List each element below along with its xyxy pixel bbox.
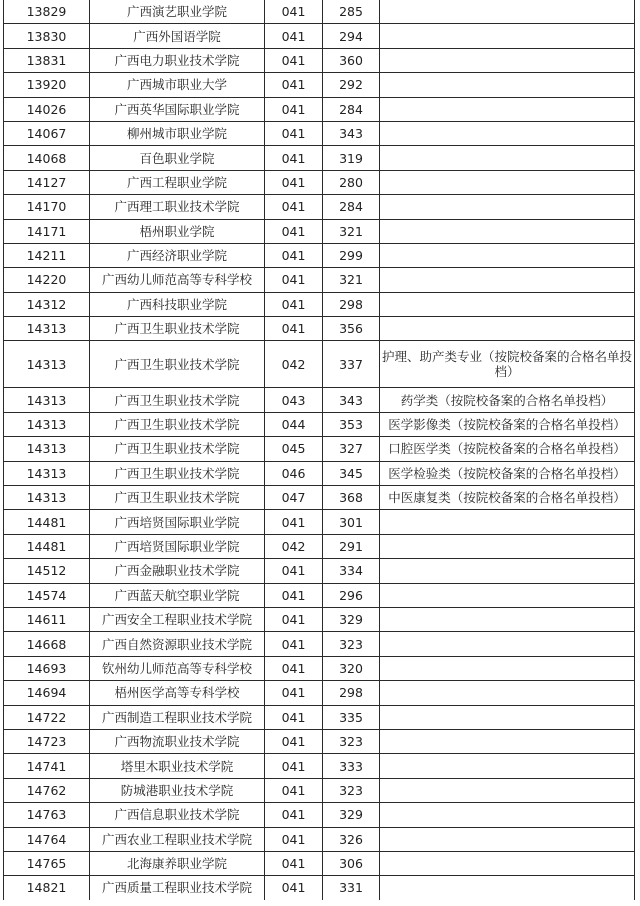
group-code-cell: 046 [265, 461, 323, 485]
table-row [4, 803, 635, 827]
school-name-cell: 广西物流职业技术学院 [90, 729, 265, 753]
school-name-cell: 广西制造工程职业技术学院 [90, 705, 265, 729]
remark-cell [380, 243, 635, 267]
table-row [4, 534, 635, 558]
school-code-cell: 14211 [4, 243, 90, 267]
remark-cell [380, 656, 635, 680]
group-code-cell: 041 [265, 243, 323, 267]
min-score-cell: 299 [323, 243, 380, 267]
remark-cell [380, 317, 635, 341]
table-row [4, 827, 635, 851]
remark-cell [380, 827, 635, 851]
table-row [4, 317, 635, 341]
remark-cell [380, 705, 635, 729]
remark-cell: 中医康复类（按院校备案的合格名单投档） [380, 486, 635, 510]
min-score-cell: 296 [323, 583, 380, 607]
table-row [4, 388, 635, 412]
group-code-cell: 041 [265, 705, 323, 729]
school-code-cell: 14764 [4, 827, 90, 851]
min-score-cell: 321 [323, 268, 380, 292]
school-name-cell: 广西卫生职业技术学院 [90, 461, 265, 485]
school-name-cell: 梧州职业学院 [90, 219, 265, 243]
table-row [4, 437, 635, 461]
group-code-cell: 041 [265, 317, 323, 341]
group-code-cell: 044 [265, 412, 323, 436]
min-score-cell: 343 [323, 388, 380, 412]
school-code-cell: 14762 [4, 778, 90, 802]
table-row [4, 292, 635, 316]
min-score-cell: 285 [323, 0, 380, 24]
min-score-cell: 337 [323, 341, 380, 388]
group-code-cell: 041 [265, 170, 323, 194]
group-code-cell: 041 [265, 607, 323, 631]
min-score-cell: 284 [323, 195, 380, 219]
min-score-cell: 323 [323, 778, 380, 802]
remark-cell [380, 729, 635, 753]
remark-cell [380, 851, 635, 875]
school-code-cell: 14313 [4, 317, 90, 341]
school-code-cell: 14313 [4, 412, 90, 436]
remark-cell [380, 0, 635, 24]
min-score-cell: 306 [323, 851, 380, 875]
min-score-cell: 294 [323, 24, 380, 48]
min-score-cell: 334 [323, 559, 380, 583]
school-name-cell: 广西培贤国际职业学院 [90, 510, 265, 534]
remark-cell [380, 632, 635, 656]
school-name-cell: 广西蓝天航空职业学院 [90, 583, 265, 607]
school-name-cell: 广西演艺职业学院 [90, 0, 265, 24]
group-code-cell: 041 [265, 292, 323, 316]
min-score-cell: 291 [323, 534, 380, 558]
school-name-cell: 塔里木职业技术学院 [90, 754, 265, 778]
remark-cell [380, 876, 635, 900]
school-name-cell: 广西卫生职业技术学院 [90, 437, 265, 461]
table-row [4, 681, 635, 705]
school-code-cell: 14068 [4, 146, 90, 170]
school-code-cell: 14067 [4, 121, 90, 145]
table-row [4, 705, 635, 729]
school-code-cell: 14481 [4, 510, 90, 534]
min-score-cell: 292 [323, 73, 380, 97]
table-row [4, 729, 635, 753]
min-score-cell: 360 [323, 48, 380, 72]
school-code-cell: 14574 [4, 583, 90, 607]
school-name-cell: 钦州幼儿师范高等专科学校 [90, 656, 265, 680]
group-code-cell: 041 [265, 583, 323, 607]
school-code-cell: 14171 [4, 219, 90, 243]
group-code-cell: 041 [265, 24, 323, 48]
table-row [4, 0, 635, 24]
school-code-cell: 14763 [4, 803, 90, 827]
school-name-cell: 广西自然资源职业技术学院 [90, 632, 265, 656]
min-score-cell: 345 [323, 461, 380, 485]
table-row [4, 412, 635, 436]
table-row [4, 97, 635, 121]
group-code-cell: 045 [265, 437, 323, 461]
school-name-cell: 百色职业学院 [90, 146, 265, 170]
min-score-cell: 329 [323, 803, 380, 827]
table-row [4, 583, 635, 607]
remark-cell [380, 681, 635, 705]
min-score-cell: 323 [323, 632, 380, 656]
remark-cell: 医学检验类（按院校备案的合格名单投档） [380, 461, 635, 485]
remark-cell: 口腔医学类（按院校备案的合格名单投档） [380, 437, 635, 461]
table-body [4, 0, 635, 900]
school-code-cell: 14313 [4, 437, 90, 461]
school-name-cell: 广西英华国际职业学院 [90, 97, 265, 121]
group-code-cell: 041 [265, 851, 323, 875]
school-name-cell: 广西安全工程职业技术学院 [90, 607, 265, 631]
school-name-cell: 广西卫生职业技术学院 [90, 341, 265, 388]
group-code-cell: 041 [265, 510, 323, 534]
group-code-cell: 041 [265, 559, 323, 583]
group-code-cell: 041 [265, 268, 323, 292]
school-name-cell: 梧州医学高等专科学校 [90, 681, 265, 705]
school-code-cell: 13920 [4, 73, 90, 97]
table-row [4, 461, 635, 485]
remark-cell [380, 803, 635, 827]
remark-cell [380, 219, 635, 243]
table-row [4, 121, 635, 145]
min-score-cell: 284 [323, 97, 380, 121]
group-code-cell: 041 [265, 876, 323, 900]
table-row [4, 170, 635, 194]
remark-cell [380, 292, 635, 316]
remark-cell [380, 146, 635, 170]
table-row [4, 607, 635, 631]
min-score-cell: 320 [323, 656, 380, 680]
school-code-cell: 13829 [4, 0, 90, 24]
school-name-cell: 广西卫生职业技术学院 [90, 388, 265, 412]
school-code-cell: 14312 [4, 292, 90, 316]
group-code-cell: 041 [265, 73, 323, 97]
min-score-cell: 331 [323, 876, 380, 900]
remark-cell [380, 268, 635, 292]
group-code-cell: 041 [265, 48, 323, 72]
min-score-cell: 368 [323, 486, 380, 510]
school-name-cell: 广西科技职业学院 [90, 292, 265, 316]
school-code-cell: 14512 [4, 559, 90, 583]
remark-cell [380, 607, 635, 631]
school-name-cell: 广西卫生职业技术学院 [90, 486, 265, 510]
min-score-cell: 343 [323, 121, 380, 145]
remark-cell [380, 73, 635, 97]
school-code-cell: 14693 [4, 656, 90, 680]
group-code-cell: 043 [265, 388, 323, 412]
remark-cell [380, 778, 635, 802]
remark-cell [380, 97, 635, 121]
school-code-cell: 14821 [4, 876, 90, 900]
group-code-cell: 042 [265, 341, 323, 388]
remark-cell: 护理、助产类专业（按院校备案的合格名单投档） [380, 341, 635, 388]
school-name-cell: 广西经济职业学院 [90, 243, 265, 267]
table-row [4, 268, 635, 292]
school-code-cell: 14026 [4, 97, 90, 121]
school-name-cell: 广西质量工程职业技术学院 [90, 876, 265, 900]
school-code-cell: 13831 [4, 48, 90, 72]
table-row [4, 754, 635, 778]
table-row [4, 656, 635, 680]
remark-cell [380, 195, 635, 219]
school-name-cell: 广西卫生职业技术学院 [90, 317, 265, 341]
table-row [4, 146, 635, 170]
school-name-cell: 广西卫生职业技术学院 [90, 412, 265, 436]
remark-cell [380, 534, 635, 558]
school-name-cell: 广西理工职业技术学院 [90, 195, 265, 219]
school-name-cell: 广西农业工程职业技术学院 [90, 827, 265, 851]
group-code-cell: 041 [265, 778, 323, 802]
school-code-cell: 14481 [4, 534, 90, 558]
school-name-cell: 广西外国语学院 [90, 24, 265, 48]
school-code-cell: 14313 [4, 341, 90, 388]
min-score-cell: 335 [323, 705, 380, 729]
min-score-cell: 356 [323, 317, 380, 341]
group-code-cell: 041 [265, 195, 323, 219]
group-code-cell: 041 [265, 729, 323, 753]
remark-cell: 医学影像类（按院校备案的合格名单投档） [380, 412, 635, 436]
group-code-cell: 041 [265, 754, 323, 778]
page-bottom-margin [0, 900, 640, 906]
admission-score-table [3, 0, 635, 901]
group-code-cell: 041 [265, 219, 323, 243]
school-code-cell: 14220 [4, 268, 90, 292]
min-score-cell: 326 [323, 827, 380, 851]
table-row [4, 632, 635, 656]
group-code-cell: 041 [265, 656, 323, 680]
group-code-cell: 041 [265, 681, 323, 705]
group-code-cell: 041 [265, 632, 323, 656]
table-row [4, 73, 635, 97]
school-code-cell: 14313 [4, 486, 90, 510]
table-row [4, 24, 635, 48]
table-row [4, 341, 635, 388]
remark-cell [380, 121, 635, 145]
table-row [4, 876, 635, 900]
remark-cell [380, 170, 635, 194]
school-code-cell: 14741 [4, 754, 90, 778]
table-row [4, 219, 635, 243]
table-row [4, 851, 635, 875]
school-code-cell: 14611 [4, 607, 90, 631]
school-code-cell: 14668 [4, 632, 90, 656]
school-name-cell: 广西培贤国际职业学院 [90, 534, 265, 558]
school-code-cell: 14170 [4, 195, 90, 219]
group-code-cell: 047 [265, 486, 323, 510]
group-code-cell: 042 [265, 534, 323, 558]
table-row [4, 778, 635, 802]
table-row [4, 510, 635, 534]
school-name-cell: 柳州城市职业学院 [90, 121, 265, 145]
remark-cell [380, 559, 635, 583]
school-name-cell: 广西金融职业技术学院 [90, 559, 265, 583]
remark-cell [380, 583, 635, 607]
table-row [4, 195, 635, 219]
group-code-cell: 041 [265, 803, 323, 827]
min-score-cell: 327 [323, 437, 380, 461]
school-name-cell: 广西信息职业技术学院 [90, 803, 265, 827]
school-name-cell: 广西幼儿师范高等专科学校 [90, 268, 265, 292]
min-score-cell: 298 [323, 681, 380, 705]
remark-cell [380, 48, 635, 72]
remark-cell [380, 24, 635, 48]
min-score-cell: 280 [323, 170, 380, 194]
remark-cell [380, 510, 635, 534]
school-code-cell: 14313 [4, 461, 90, 485]
remark-cell [380, 754, 635, 778]
group-code-cell: 041 [265, 827, 323, 851]
group-code-cell: 041 [265, 146, 323, 170]
school-name-cell: 广西城市职业大学 [90, 73, 265, 97]
school-code-cell: 14313 [4, 388, 90, 412]
table-row [4, 559, 635, 583]
min-score-cell: 353 [323, 412, 380, 436]
remark-cell: 药学类（按院校备案的合格名单投档） [380, 388, 635, 412]
min-score-cell: 329 [323, 607, 380, 631]
min-score-cell: 298 [323, 292, 380, 316]
school-name-cell: 北海康养职业学院 [90, 851, 265, 875]
school-code-cell: 14722 [4, 705, 90, 729]
school-name-cell: 防城港职业技术学院 [90, 778, 265, 802]
min-score-cell: 321 [323, 219, 380, 243]
school-code-cell: 13830 [4, 24, 90, 48]
min-score-cell: 323 [323, 729, 380, 753]
table-row [4, 48, 635, 72]
table-row [4, 243, 635, 267]
group-code-cell: 041 [265, 0, 323, 24]
school-name-cell: 广西工程职业学院 [90, 170, 265, 194]
min-score-cell: 319 [323, 146, 380, 170]
table-row [4, 486, 635, 510]
min-score-cell: 301 [323, 510, 380, 534]
school-code-cell: 14765 [4, 851, 90, 875]
min-score-cell: 333 [323, 754, 380, 778]
group-code-cell: 041 [265, 97, 323, 121]
school-name-cell: 广西电力职业技术学院 [90, 48, 265, 72]
school-code-cell: 14694 [4, 681, 90, 705]
school-code-cell: 14127 [4, 170, 90, 194]
school-code-cell: 14723 [4, 729, 90, 753]
group-code-cell: 041 [265, 121, 323, 145]
